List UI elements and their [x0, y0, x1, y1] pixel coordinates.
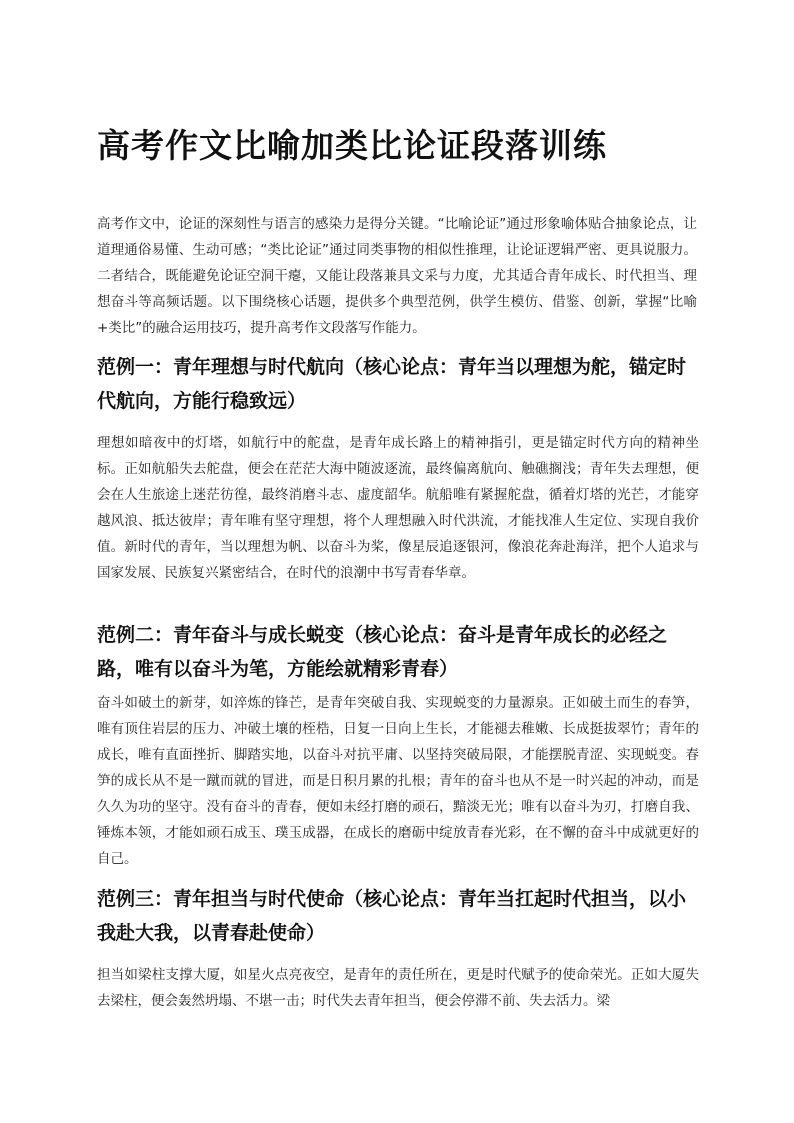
document-title: 高考作文比喻加类比论证段落训练 [97, 126, 607, 165]
section-heading-3: 范例三：青年担当与时代使命（核心论点：青年当扛起时代担当，以小我赴大我，以青春赴使命） [97, 888, 687, 944]
section-body-3: 担当如梁柱支撑大厦，如星火点亮夜空，是青年的责任所在，更是时代赋予的使命荣光。正如大厦失去梁柱，便会轰然坍塌、不堪一击；时代失去青年担当，便会停滞不前、失去活力。梁 [97, 967, 699, 1009]
section-body-2: 奋斗如破土的新芽，如淬炼的锋芒，是青年突破自我、实现蜕变的力量源泉。正如破土而生的春笋，唯有顶住岩层的压力、冲破土壤的桎梏，日复一日向上生长，才能褪去稚嫩、长成挺拔翠竹；青年的成长，唯有直面挫折、脚踏实地，以奋斗对抗平庸、以坚持突破局限，才能摆脱青涩、实现蜕变。春笋的成长从不是一蹴而就的冒进，而是日积月累的扎根；青年的奋斗也从不是一时兴起的冲动，而是久久为功的坚守。没有奋斗的青春，便如未经打磨的顽石，黯淡无光；唯有以奋斗为刃，打磨自我、锤炼本领，才能如顽石成玉、璞玉成器，在成长的磨砺中绽放青春光彩，在不懈的奋斗中成就更好的自己。 [97, 695, 699, 867]
section-body-1: 理想如暗夜中的灯塔，如航行中的舵盘，是青年成长路上的精神指引，更是锚定时代方向的精神坐标。正如航船失去舵盘，便会在茫茫大海中随波逐流，最终偏离航向、触礁搁浅；青年失去理想，便会在人生旅途上迷茫彷徨，最终消磨斗志、虚度韶华。航船唯有紧握舵盘，循着灯塔的光芒，才能穿越风浪、抵达彼岸；青年唯有坚守理想，将个人理想融入时代洪流，才能找准人生定位、实现自我价值。新时代的青年，当以理想为帆、以奋斗为桨，像星辰追逐银河，像浪花奔赴海洋，把个人追求与国家发展、民族复兴紧密结合，在时代的浪潮中书写青春华章。 [97, 435, 699, 581]
intro-paragraph: 高考作文中，论证的深刻性与语言的感染力是得分关键。“比喻论证”通过形象喻体贴合抽象论点，让道理通俗易懂、生动可感；“类比论证”通过同类事物的相似性推理，让论证逻辑严密、更具说服力。二者结合，既能避免论证空洞干瘪，又能让段落兼具文采与力度，尤其适合青年成长、时代担当、理想奋斗等高频话题。以下围绕核心话题，提供多个典型范例，供学生模仿、借鉴、创新，掌握“比喻+类比”的融合运用技巧，提升高考作文段落写作能力。 [97, 216, 697, 336]
section-heading-2: 范例二：青年奋斗与成长蜕变（核心论点：奋斗是青年成长的必经之路，唯有以奋斗为笔，方能绘就精彩青春） [97, 624, 668, 680]
section-heading-1: 范例一：青年理想与时代航向（核心论点：青年当以理想为舵，锚定时代航向，方能行稳致远） [97, 356, 687, 412]
